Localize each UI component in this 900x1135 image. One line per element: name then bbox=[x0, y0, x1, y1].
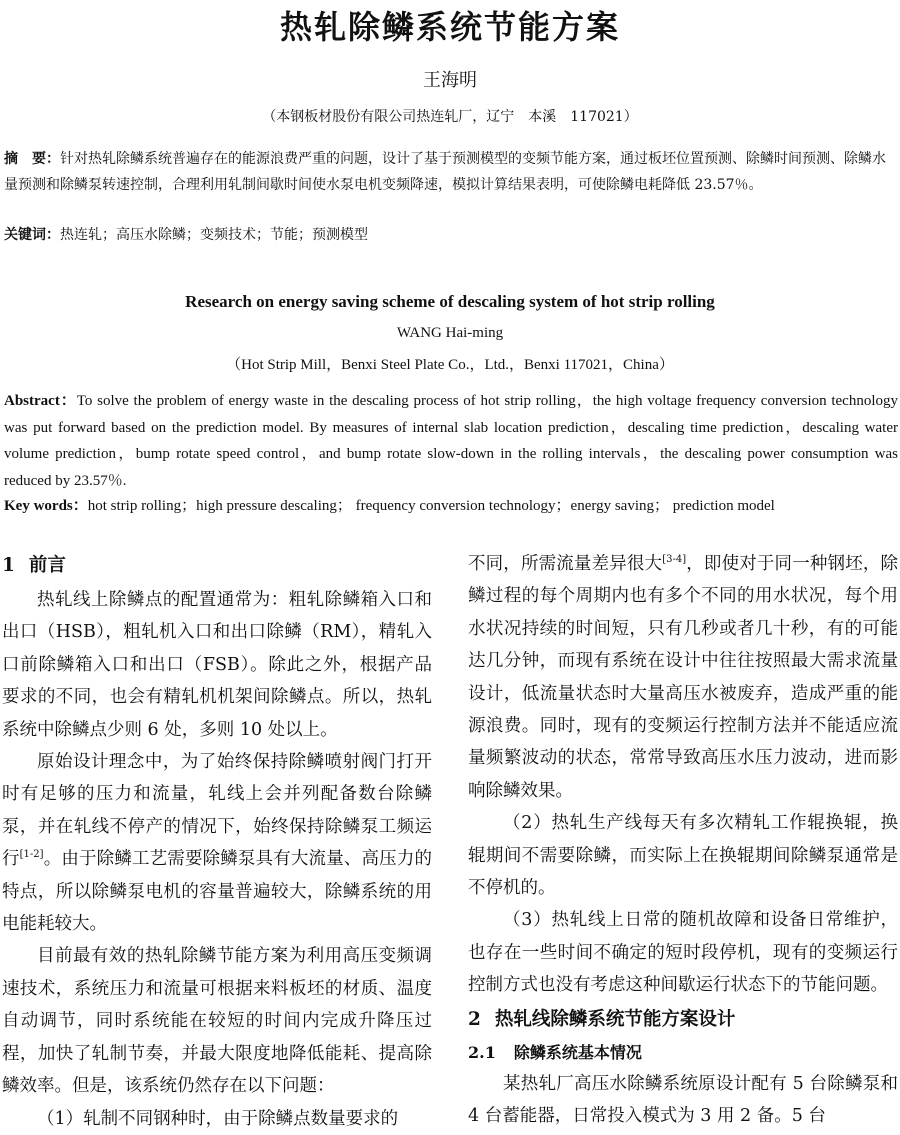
english-abstract-text: To solve the problem of energy waste in the descaling process of hot strip rolling，the high voltage frequency conversion technology was put forward based on the prediction model. By measures of internal slab location prediction，descaling time prediction，descaling water volume prediction，bump rotate speed control，and bump rotate slow-down in the rolling intervals，the descaling power consumption was reduced by 23.57％. bbox=[4, 393, 898, 489]
paragraph: 某热轧厂高压水除鳞系统原设计配有 5 台除鳞泵和 4 台蓄能器，日常投入模式为 3 用 2 备。5 台 bbox=[468, 1073, 898, 1127]
english-abstract-label: Abstract： bbox=[4, 393, 77, 409]
author-affiliation: （本钢板材股份有限公司热连轧厂，辽宁 本溪 117021） bbox=[262, 109, 638, 125]
paragraph: （3）热轧线上日常的随机故障和设备日常维护，也存在一些时间不确定的短时段停机，现有的变频运行控制方式也没有考虑这种间歇运行状态下的节能问题。 bbox=[468, 910, 898, 996]
paragraph: 不同，所需流量差异很大[3-4]，即使对于同一种钢坯，除鳞过程的每个周期内也有多个不同的用水状况，每个用水状况持续的时间短，只有几秒或者几十秒，有的可能达几分钟，而现有系统在设计中往往按照最大需求流量设计，低流量状态时大量高压水被废弃，造成严重的能源浪费。同时，现有的变频运行控制方法并不能适应流量频繁波动的状态，常常导致高压水压力波动，进而影响除鳞效果。 bbox=[468, 554, 898, 801]
section-number: 2 bbox=[468, 1008, 481, 1030]
section-2-heading bbox=[468, 1002, 898, 1038]
section-title: 前言 bbox=[28, 555, 66, 576]
subsection-number: 2.1 bbox=[468, 1042, 496, 1062]
body-column-left bbox=[2, 548, 432, 1135]
english-author: WANG Hai-ming bbox=[396, 325, 504, 341]
paper-title: 热轧除鳞系统节能方案 bbox=[279, 8, 620, 46]
abstract-chinese bbox=[4, 146, 896, 198]
abstract-text: 针对热轧除鳞系统普遍存在的能源浪费严重的问题，设计了基于预测模型的变频节能方案，通过板坯位置预测、除鳞时间预测、除鳞水量预测和除鳞泵转速控制，合理利用轧制间歇时间使水泵电机变频降速，模拟计算结果表明，可使除鳞电耗降低 23.57％。 bbox=[4, 151, 886, 193]
english-affiliation: （Hot Strip Mill，Benxi Steel Plate Co.，Ltd.，Benxi 117021，China） bbox=[226, 357, 674, 373]
english-title: Research on energy saving scheme of descaling system of hot strip rolling bbox=[185, 292, 715, 311]
paragraph: （2）热轧生产线每天有多次精轧工作辊换辊，换辊期间不需要除鳞，而实际上在换辊期间除鳞泵通常是不停机的。 bbox=[468, 813, 898, 899]
citation: [3-4] bbox=[662, 554, 687, 566]
section-title: 热轧线除鳞系统节能方案设计 bbox=[494, 1008, 736, 1030]
paragraph: （1）轧制不同钢种时，由于除鳞点数量要求的 bbox=[37, 1108, 399, 1129]
keywords-text: 热连轧；高压水除鳞；变频技术；节能；预测模型 bbox=[60, 227, 368, 243]
paragraph: 目前最有效的热轧除鳞节能方案为利用高压变频调速技术，系统压力和流量可根据来料板坯的材质、温度自动调节，同时系统能在较短的时间内完成升降压过程，加快了轧制节奏，并最大限度地降低能耗、提高除鳞效率。但是，该系统仍然存在以下问题： bbox=[2, 946, 432, 1097]
keywords-english bbox=[4, 493, 898, 519]
subsection-title: 除鳞系统基本情况 bbox=[513, 1042, 642, 1062]
paragraph: 热轧线上除鳞点的配置通常为：粗轧除鳞箱入口和出口（HSB），粗轧机入口和出口除鳞（RM），精轧入口前除鳞箱入口和出口（FSB）。除此之外，根据产品要求的不同，也会有精轧机机架间除鳞点。所以，热轧系统中除鳞点少则 6 处，多则 10 处以上。 bbox=[2, 590, 432, 740]
paragraph: 原始设计理念中，为了始终保持除鳞喷射阀门打开时有足够的压力和流量，轧线上会并列配备数台除鳞泵，并在轧线不停产的情况下，始终保持除鳞泵工频运行[1-2]。由于除鳞工艺需要除鳞泵具有大流量、高压力的特点，所以除鳞泵电机的容量普遍较大，除鳞系统的用电能耗较大。 bbox=[2, 752, 432, 935]
section-number: 1 bbox=[2, 555, 15, 576]
subsection-2-1-heading bbox=[468, 1038, 898, 1068]
author-name: 王海明 bbox=[423, 70, 477, 91]
abstract-english bbox=[4, 388, 898, 494]
english-keywords-text: hot strip rolling；high pressure descaling； frequency conversion technology；energy saving； prediction model bbox=[87, 498, 775, 514]
keywords-chinese bbox=[4, 222, 896, 248]
citation: [1-2] bbox=[19, 849, 44, 861]
body-column-right bbox=[468, 548, 898, 1133]
english-keywords-label: Key words： bbox=[4, 498, 88, 514]
abstract-label: 摘 要： bbox=[4, 151, 60, 167]
section-1-heading bbox=[2, 548, 432, 584]
keywords-label: 关键词： bbox=[4, 227, 60, 243]
